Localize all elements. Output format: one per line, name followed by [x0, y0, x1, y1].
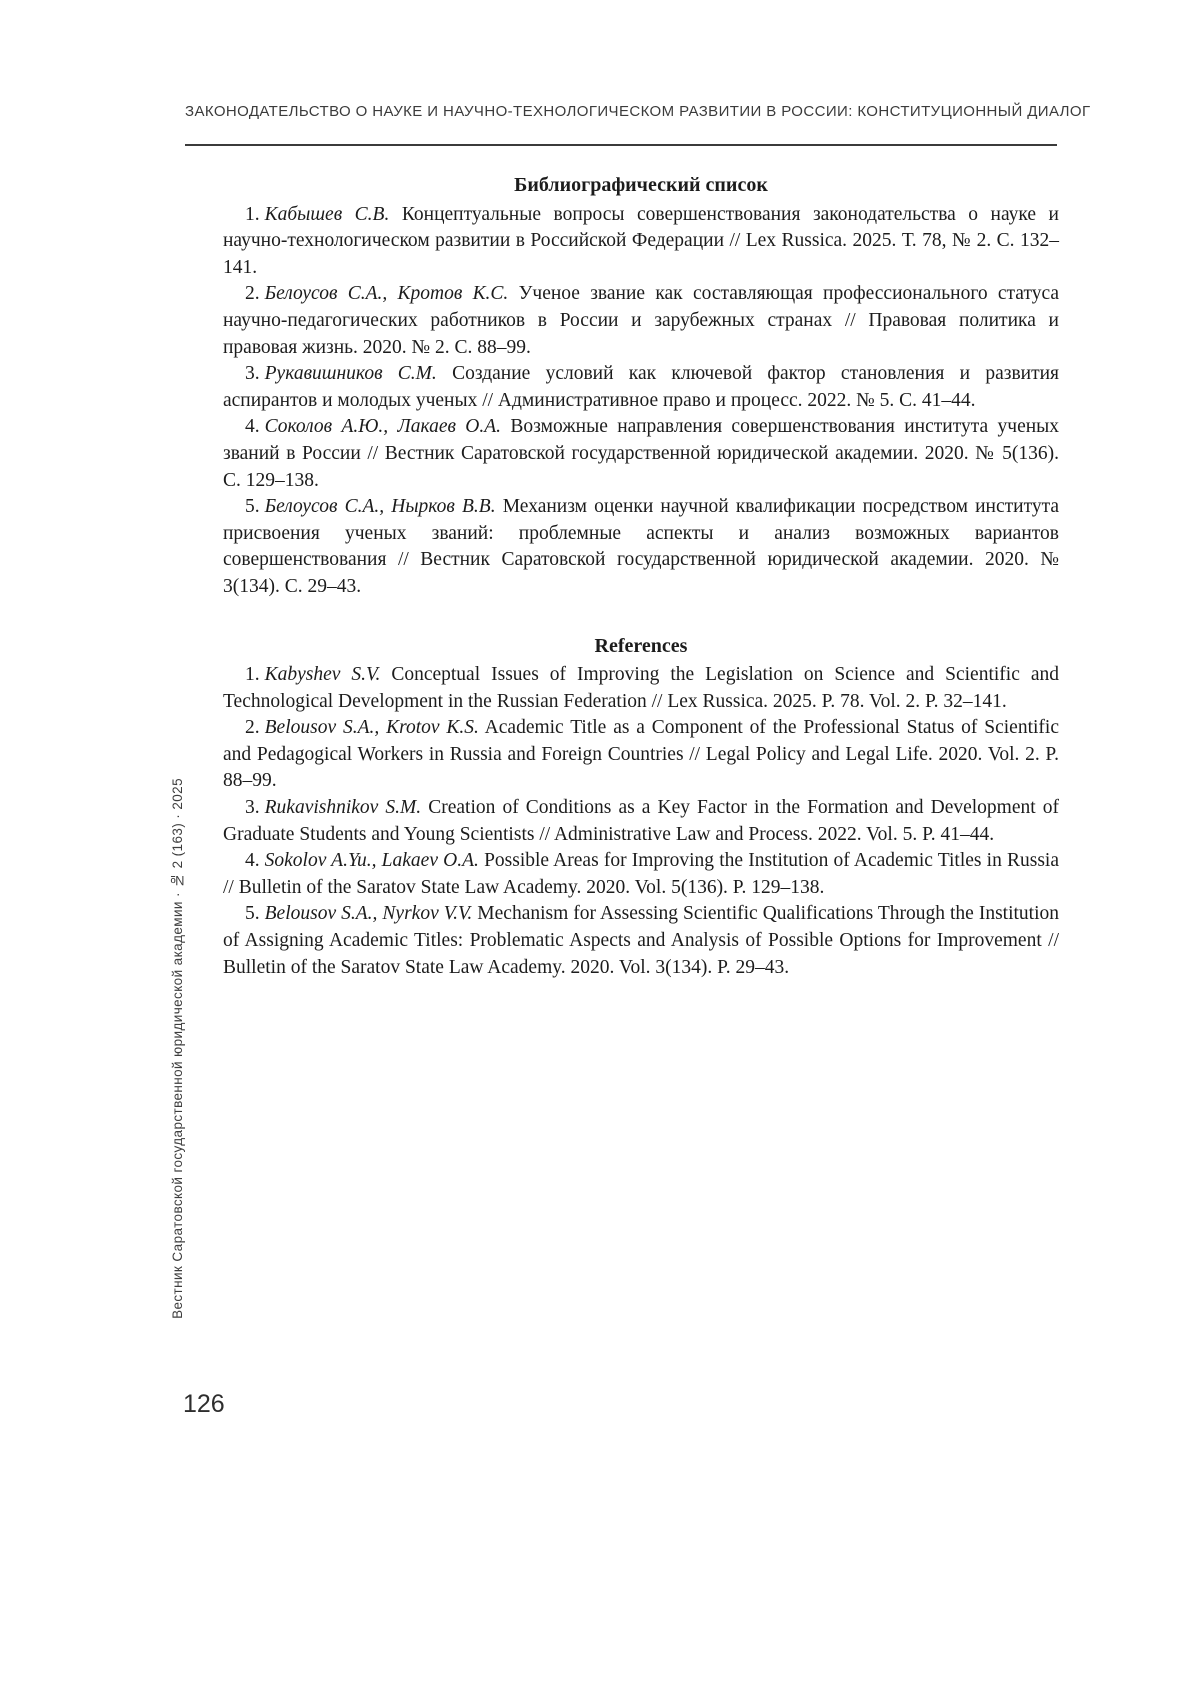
journal-sidebar-imprint: Вестник Саратовской государственной юридической академии · № 2 (163) · 2025: [170, 778, 185, 1319]
running-header: ЗАКОНОДАТЕЛЬСТВО О НАУКЕ И НАУЧНО-ТЕХНОЛОГИЧЕСКОМ РАЗВИТИИ В РОССИИ: КОНСТИТУЦИОННЫЙ ДИАЛОГ: [185, 103, 1091, 120]
reference-authors: Belousov S.A., Krotov K.S.: [264, 717, 479, 739]
reference-number: 1.: [245, 203, 260, 225]
references-item-4: [223, 848, 1059, 901]
bibliography-title: Библиографический список: [514, 174, 768, 196]
page-content: [223, 172, 1059, 981]
bibliography-item-4: [223, 414, 1059, 494]
references-item-5: [223, 901, 1059, 981]
reference-text: Creation of Conditions as a Key Factor in the Formation and Development of Graduate Students and Young Scientists // Administrative Law and Process. 2022. Vol. 5. P. 41–44.: [223, 797, 1059, 845]
reference-text: Концептуальные вопросы совершенствования законодательства о науке и научно-технологическом развитии в Российской Федерации // Lex Russica. 2025. Т. 78, № 2. С. 132–141.: [223, 203, 1059, 278]
reference-text: Conceptual Issues of Improving the Legislation on Science and Scientific and Technological Development in the Russian Federation // Lex Russica. 2025. P. 78. Vol. 2. P. 32–141.: [223, 664, 1059, 712]
reference-text: Возможные направления совершенствования института ученых званий в России // Вестник Саратовской государственной юридической академии. 2020. № 5(136). С. 129–138.: [223, 416, 1060, 491]
reference-number: 2.: [245, 283, 260, 305]
reference-number: 4.: [245, 850, 260, 872]
bibliography-item-3: [223, 361, 1059, 414]
page-number: 126: [183, 1390, 225, 1418]
bibliography-item-5: [223, 494, 1059, 600]
references-item-1: [223, 662, 1059, 715]
reference-text: Механизм оценки научной квалификации посредством института присвоения ученых званий: проблемные аспекты и анализ возможных вариантов совершенствования // Вестник Саратовской государственной юридической академии. 2020. № 3(134). С. 29–43.: [223, 496, 1060, 597]
reference-text: Mechanism for Assessing Scientific Qualifications Through the Institution of Assigning Academic Titles: Problematic Aspects and Analysis of Possible Options for Improvement // Bulletin of the Saratov State Law Academy. 2020. Vol. 3(134). P. 29–43.: [223, 903, 1060, 978]
references-item-2: [223, 715, 1059, 795]
reference-number: 5.: [245, 496, 260, 518]
reference-number: 2.: [245, 717, 260, 739]
reference-authors: Rukavishnikov S.M.: [264, 797, 422, 819]
header-rule: [185, 144, 1057, 146]
reference-number: 5.: [245, 903, 260, 925]
reference-authors: Kabyshev S.V.: [264, 664, 381, 686]
references-item-3: [223, 795, 1059, 848]
reference-number: 3.: [245, 797, 260, 819]
reference-authors: Белоусов С.А., Кротов К.С.: [264, 283, 509, 305]
reference-authors: Белоусов С.А., Нырков В.В.: [264, 496, 496, 518]
reference-text: Academic Title as a Component of the Professional Status of Scientific and Pedagogical Workers in Russia and Foreign Countries // Legal Policy and Legal Life. 2020. Vol. 2. P. 88–99.: [223, 717, 1059, 792]
reference-text: Создание условий как ключевой фактор становления и развития аспирантов и молодых ученых // Административное право и процесс. 2022. № 5. С. 41–44.: [223, 363, 1060, 411]
reference-text: Possible Areas for Improving the Institution of Academic Titles in Russia // Bulletin of the Saratov State Law Academy. 2020. Vol. 5(136). P. 129–138.: [223, 850, 1059, 898]
reference-authors: Sokolov A.Yu., Lakaev O.A.: [264, 850, 479, 872]
reference-number: 1.: [245, 664, 260, 686]
reference-authors: Belousov S.A., Nyrkov V.V.: [264, 903, 473, 925]
bibliography-item-2: [223, 281, 1059, 361]
reference-authors: Рукавишников С.М.: [264, 363, 437, 385]
reference-authors: Соколов А.Ю., Лакаев О.А.: [264, 416, 502, 438]
bibliography-item-1: [223, 202, 1059, 282]
references-title: References: [594, 634, 688, 657]
reference-number: 3.: [245, 363, 260, 385]
reference-authors: Кабышев С.В.: [264, 203, 390, 225]
reference-number: 4.: [245, 416, 260, 438]
reference-text: Ученое звание как составляющая профессионального статуса научно-педагогических работников в России и зарубежных странах // Правовая политика и правовая жизнь. 2020. № 2. С. 88–99.: [223, 283, 1060, 358]
